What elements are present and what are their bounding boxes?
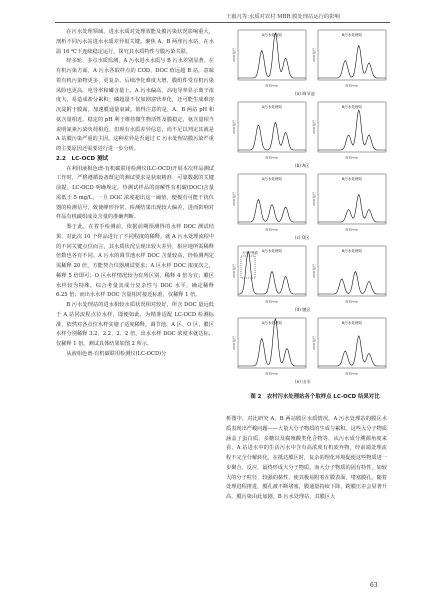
chromatogram-svg — [310, 100, 388, 160]
panel-station-label: B污水处理站 — [341, 249, 363, 253]
chromatogram-svg — [230, 100, 308, 160]
y-axis-label: OCD 信号 — [312, 120, 316, 134]
page-number: 63 — [370, 582, 378, 589]
plot-frame — [318, 102, 386, 152]
chromatogram-svg — [230, 316, 308, 376]
x-axis-label: 时间/min — [265, 299, 279, 304]
x-axis-label: 时间/min — [345, 299, 359, 304]
panel-station-label: B污水处理站 — [341, 177, 363, 181]
chromatogram-panel-a — [230, 172, 308, 236]
plot-frame — [238, 30, 306, 80]
plot-frame — [318, 30, 386, 80]
chromatogram-panel-b — [310, 316, 388, 380]
chromatogram-svg — [310, 28, 388, 88]
subfigure-label: (b) A区 — [295, 163, 310, 168]
panel-station-label: A污水处理站 — [261, 33, 283, 37]
panel-station-label: A污水处理站 — [261, 177, 283, 181]
figure-caption: 图 2 农村污水处理站各个取样点 LC-OCD 结果对比 — [250, 394, 380, 400]
y-axis-label: OCD 信号 — [232, 120, 236, 134]
y-axis-label: OCD 信号 — [312, 264, 316, 278]
chromatogram-panel-b — [310, 244, 388, 308]
running-header: 王毅凡等:水质对农村 MBR 膜处理站运行的影响 — [226, 14, 340, 20]
subfigure-label: (e) 出水 — [295, 379, 311, 384]
panel-station-label: B污水处理站 — [341, 105, 363, 109]
ocd-curve — [318, 46, 386, 79]
subfigure-label: (a) 调节池 — [295, 91, 315, 96]
chromatogram-panel-a — [230, 316, 308, 380]
header-rule — [55, 22, 390, 23]
chromatogram-panel-a — [230, 100, 308, 164]
paragraph: 析图中，对比研究 A、B 两站膜区水质情况，A 污水处理站的膜区水质表现出严峻问题——大量大分子物质的生成与累积。这些大分子物质涵盖了蛋白质、多糖以及腐殖酸类化合物等，从污水成分溯源角度来看，A 站进水中的生活污水中含有高浓度有机废弃物，经前端处理流程不完全分解转化，在抵达膜区时，复杂的理化环境促使这些物质进一步聚合、反应，最终形成大分子物质。而大分子物质的固有特性，如较大的分子粒径、较强的黏性，使其极易附着在膜表面，堵塞膜孔。随着处理进程推进，膜孔被不断堵塞，膜通量持续下降，跨膜压差会显著升高，膜污染由此加剧。B 污水处理站，其膜区大 — [226, 416, 387, 500]
chromatogram-panel-b — [310, 172, 388, 236]
ocd-curve — [238, 123, 306, 151]
panel-station-label: A污水处理站 — [261, 249, 283, 253]
x-axis-label: 时间/min — [345, 371, 359, 376]
y-axis-label: OCD 信号 — [312, 336, 316, 350]
x-axis-label: 时间/min — [345, 155, 359, 160]
ocd-curve — [318, 110, 386, 150]
chromatogram-panel-a — [230, 28, 308, 92]
y-axis-label: OCD 信号 — [232, 48, 236, 62]
panel-station-label: A污水处理站 — [261, 105, 283, 109]
panel-station-label: B污水处理站 — [341, 33, 363, 37]
chromatogram-panel-a — [230, 244, 308, 308]
ocd-curve — [238, 252, 306, 295]
plot-frame — [318, 318, 386, 368]
ocd-curve — [318, 195, 386, 223]
paragraph: B 污水处理站的进水相较水质状况相对较好，所含 DOC 量远低于 A 站同流程点位水样，即便如此，为精准适配 LC-OCD 检测标准，依然对各点位水样实施了适度稀释。调节池、A 区、O 区、膜区水样分别稀释 3.2、2.2、2、2 倍，出水水样 DOC 浓度本就达标，仅稀释 1 倍。测试具体结果如图 2 所示。 — [56, 302, 214, 347]
x-axis-label: 时间/min — [345, 83, 359, 88]
y-axis-label: OCD 信号 — [232, 336, 236, 350]
paragraph: 从液相色谱-有机碳联用检测仪(LC-OCD)分 — [66, 350, 167, 357]
y-axis-label: OCD 信号 — [312, 48, 316, 62]
subfigure-label: (c) O区 — [295, 235, 310, 240]
ocd-curve — [318, 336, 386, 366]
chromatogram-svg — [230, 28, 308, 88]
y-axis-label: OCD 信号 — [232, 192, 236, 206]
plot-frame — [238, 174, 306, 224]
chromatogram-svg — [310, 316, 388, 376]
chromatogram-panel-b — [310, 28, 388, 92]
panel-station-label: A污水处理站 — [261, 321, 283, 325]
section-heading: 2.2 LC-OCD 测试 — [56, 155, 109, 162]
subfigure-label: (d) 膜区 — [295, 307, 311, 312]
chromatogram-panel-b — [310, 100, 388, 164]
chromatogram-svg — [230, 244, 308, 304]
ocd-curve — [238, 319, 306, 366]
big-molecule-annotation: 大分子物质 — [242, 251, 258, 255]
x-axis-label: 时间/min — [265, 83, 279, 88]
left-column — [56, 28, 214, 360]
x-axis-label: 时间/min — [265, 371, 279, 376]
plot-frame — [318, 246, 386, 296]
paragraph: 在污水处理领域，进水水质对处理效能及膜污染状况影响重大，剖析不同污水站进水水质差异很关键。聚焦 A、B 两座污水站，在水温 16 ℃下连续稳定运行，探究其水质特性与膜污染关联。 — [56, 29, 214, 55]
paragraph: 鉴于此，在着手检测前，依据前期预测得的水样 DOC 测试结果，对此次 10 个样品进行了不同程度的稀释。就 A 污水处理流程中的不同关键点位而言，其水质状况呈现出较大差异，相应地所需稀释倍数也各有不同。A 污水的调节池水样 DOC 含量较高，经检测判定需稀释 20 倍，方能契合仪器测试要求；A 区水样 DOC 浓度次之，稀释 5 倍即可；O 区水样情况较为有所区别，稀释 4 倍为宜；膜区水样较为特殊，综合考量其成分复杂性与 DOC 水平，确定稀释 6.25 倍；而出水水样 DOC 含量相对接近标准，仅稀释 1 倍。 — [56, 224, 214, 299]
chromatogram-svg — [230, 172, 308, 232]
x-axis-label: 时间/min — [265, 227, 279, 232]
plot-frame — [238, 102, 306, 152]
ocd-curve — [238, 33, 306, 78]
y-axis-label: OCD 信号 — [232, 264, 236, 278]
paragraph: 经多轮、多点水质监测，A 污水进水水质与 B 污水差别显著。在有机污染方面，A 污水各取样点的 COD、DOC 值远超 B 站，意味着有机污染物更多、更复杂，后续净化难度大增，膜组件受有机污染风险也更高。电导率和磷含量上，A 污水偏高，高电导率显示离子浓度大，易造成盐分累积；磷超量不仅加剧富营养化，还可能生成难溶沉淀附于膜面，加速膜通量衰减。值得注意的是，A、B 两站 pH 和氨含量相近。稳定的 pH 利于维持微生物活性及膜稳定，氨含量相当说明氮素污染负荷相近。但现有水质差异信息，尚不足以判定其就是 A 站膜污染严重的主因。这种差异是否通过 C 污水处理站膜污染严重的主要原因还需要进行进一步分析。 — [56, 58, 214, 152]
paragraph: 在利用液相色谱-有机碳联用检测仪(LC-OCD)开展本次样品测试工作时，严格遵循设备既定的测试要求是获取精准、可靠数据的关键前提。LC-OCD 明确规定，待测试样品的溶解性有机碳(DOC)含量需低于 5 mg/L，一旦 DOC 浓度超出这一阈值，便极有可能干扰仪器的检测信号，致使峰形异常、检测结果出现较大偏差，进而影响对样品有机碳组成及含量的准确判断。 — [56, 165, 214, 221]
panel-station-label: B污水处理站 — [341, 321, 363, 325]
x-axis-label: 时间/min — [265, 155, 279, 160]
right-column — [226, 415, 387, 503]
y-axis-label: OCD 信号 — [312, 192, 316, 206]
big-molecule-box — [241, 256, 255, 278]
chromatogram-svg — [310, 244, 388, 304]
x-axis-label: 时间/min — [345, 227, 359, 232]
plot-frame — [238, 318, 306, 368]
ocd-curve — [238, 200, 306, 223]
chromatogram-svg — [310, 172, 388, 232]
ocd-curve — [318, 272, 386, 295]
